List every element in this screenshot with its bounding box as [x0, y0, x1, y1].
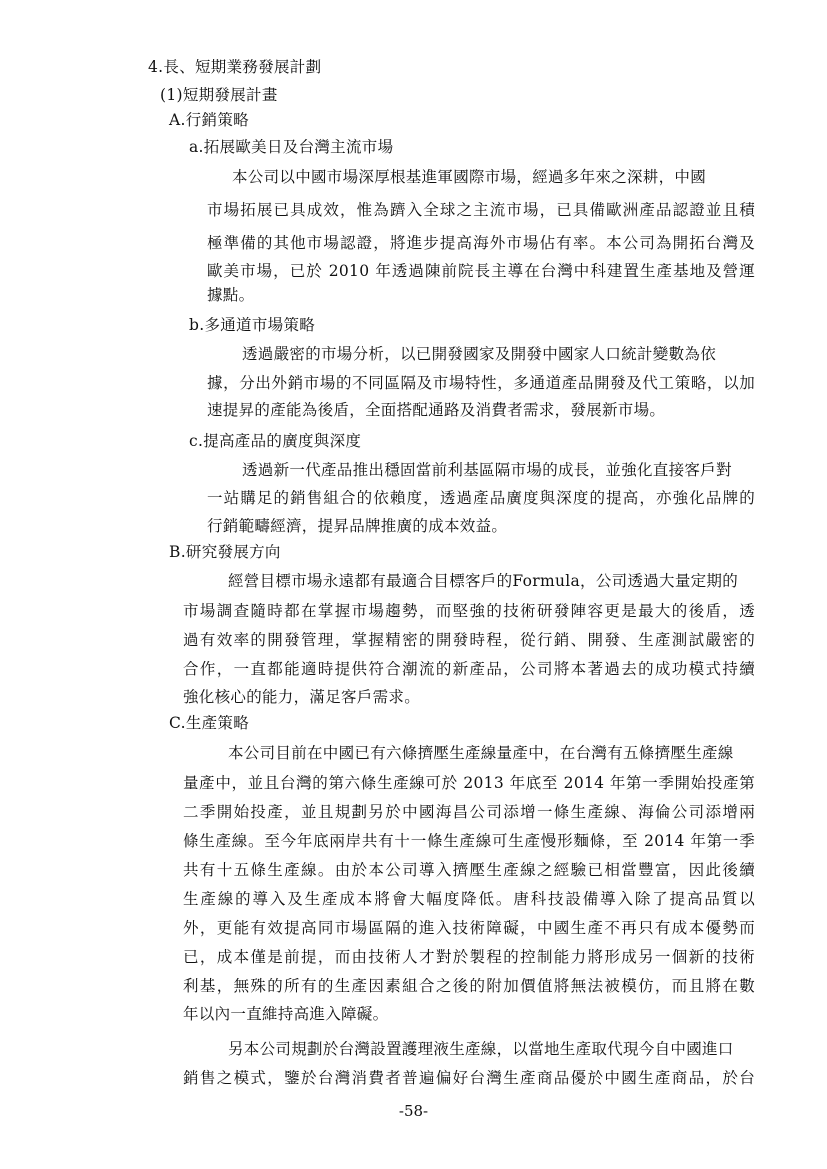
heading-c: c.提高產品的廣度與深度 [189, 432, 362, 450]
text-line: 市場拓展已具成效，惟為躋入全球之主流市場，已具備歐洲產品認證並且積 [207, 201, 755, 219]
text-line: 經營目標市場永遠都有最適合目標客戶的Formula，公司透過大量定期的 [228, 572, 739, 590]
text-line: 已，成本僅是前提，而由技術人才對於製程的控制能力將形成另一個新的技術 [183, 948, 755, 966]
text-line: 共有十五條生產線。由於本公司導入擠壓生產線之經驗已相當豐富，因此後續 [183, 861, 755, 879]
text-line: 透過嚴密的市場分析，以已開發國家及開發中國家人口統計變數為依 [242, 345, 717, 363]
heading-marketing: A.行銷策略 [169, 111, 249, 129]
text-line: 極準備的其他市場認證，將進步提高海外市場佔有率。本公司為開拓台灣及 [207, 234, 755, 252]
text-line: 外，更能有效提高同市場區隔的進入技術障礙，中國生產不再只有成本優勢而 [183, 919, 755, 937]
text-line: 二季開始投產，並且規劃另於中國海昌公司添增一條生產線、海倫公司添增兩 [183, 803, 755, 821]
text-line: 合作，一直都能適時提供符合潮流的新產品，公司將本著過去的成功模式持續 [183, 660, 755, 678]
text-line: 透過新一代產品推出穩固當前利基區隔市場的成長，並強化直接客戶對 [242, 461, 732, 479]
text-line: 強化核心的能力，滿足客戶需求。 [183, 688, 421, 706]
text-line: 量產中，並且台灣的第六條生產線可於 2013 年底至 2014 年第一季開始投產第 [183, 774, 755, 792]
text-line: 一站購足的銷售組合的依賴度，透過產品廣度與深度的提高，亦強化品牌的 [207, 489, 755, 507]
text-line: 利基，無殊的所有的生產因素組合之後的附加價值將無法被模仿，而且將在數 [183, 977, 755, 995]
heading-rnd: B.研究發展方向 [169, 543, 281, 561]
text-line: 銷售之模式，鑒於台灣消費者普遍偏好台灣生產商品優於中國生產商品，於台 [183, 1069, 755, 1087]
text-line: 據點。 [207, 286, 255, 304]
text-line: 條生產線。至今年底兩岸共有十一條生產線可生產慢形麵條，至 2014 年第一季 [183, 832, 755, 850]
text-line: 另本公司規劃於台灣設置護理液生產線，以當地生產取代現今自中國進口 [228, 1040, 734, 1058]
text-line: 本公司目前在中國已有六條擠壓生產線量產中，在台灣有五條擠壓生產線 [228, 744, 734, 762]
text-line: 年以內一直維持高進入障礙。 [183, 1005, 389, 1023]
text-line: 過有效率的開發管理，掌握精密的開發時程，從行銷、開發、生產測試嚴密的 [183, 631, 755, 649]
section-heading: 4.長、短期業務發展計劃 [148, 58, 322, 76]
text-line: 本公司以中國市場深厚根基進軍國際市場，經過多年來之深耕，中國 [232, 168, 707, 186]
text-line: 速提昇的產能為後盾，全面搭配通路及消費者需求，發展新市場。 [207, 401, 666, 419]
text-line: 歐美市場，已於 2010 年透過陳前院長主導在台灣中科建置生產基地及營運 [207, 262, 755, 280]
heading-a: a.拓展歐美日及台灣主流市場 [189, 138, 394, 156]
heading-b: b.多通道市場策略 [189, 316, 316, 334]
heading-production: C.生產策略 [169, 714, 250, 732]
subsection-heading: (1)短期發展計畫 [160, 86, 278, 104]
text-line: 據，分出外銷市場的不同區隔及市場特性，多通道產品開發及代工策略，以加 [207, 374, 755, 392]
text-line: 市場調查隨時都在掌握市場趨勢，而堅強的技術研發陣容更是最大的後盾，透 [183, 602, 755, 620]
page-number: -58- [398, 1102, 429, 1120]
text-line: 生產線的導入及生產成本將會大幅度降低。唐科技設備導入除了提高品質以 [183, 890, 755, 908]
text-line: 行銷範疇經濟，提昇品牌推廣的成本效益。 [207, 517, 508, 535]
